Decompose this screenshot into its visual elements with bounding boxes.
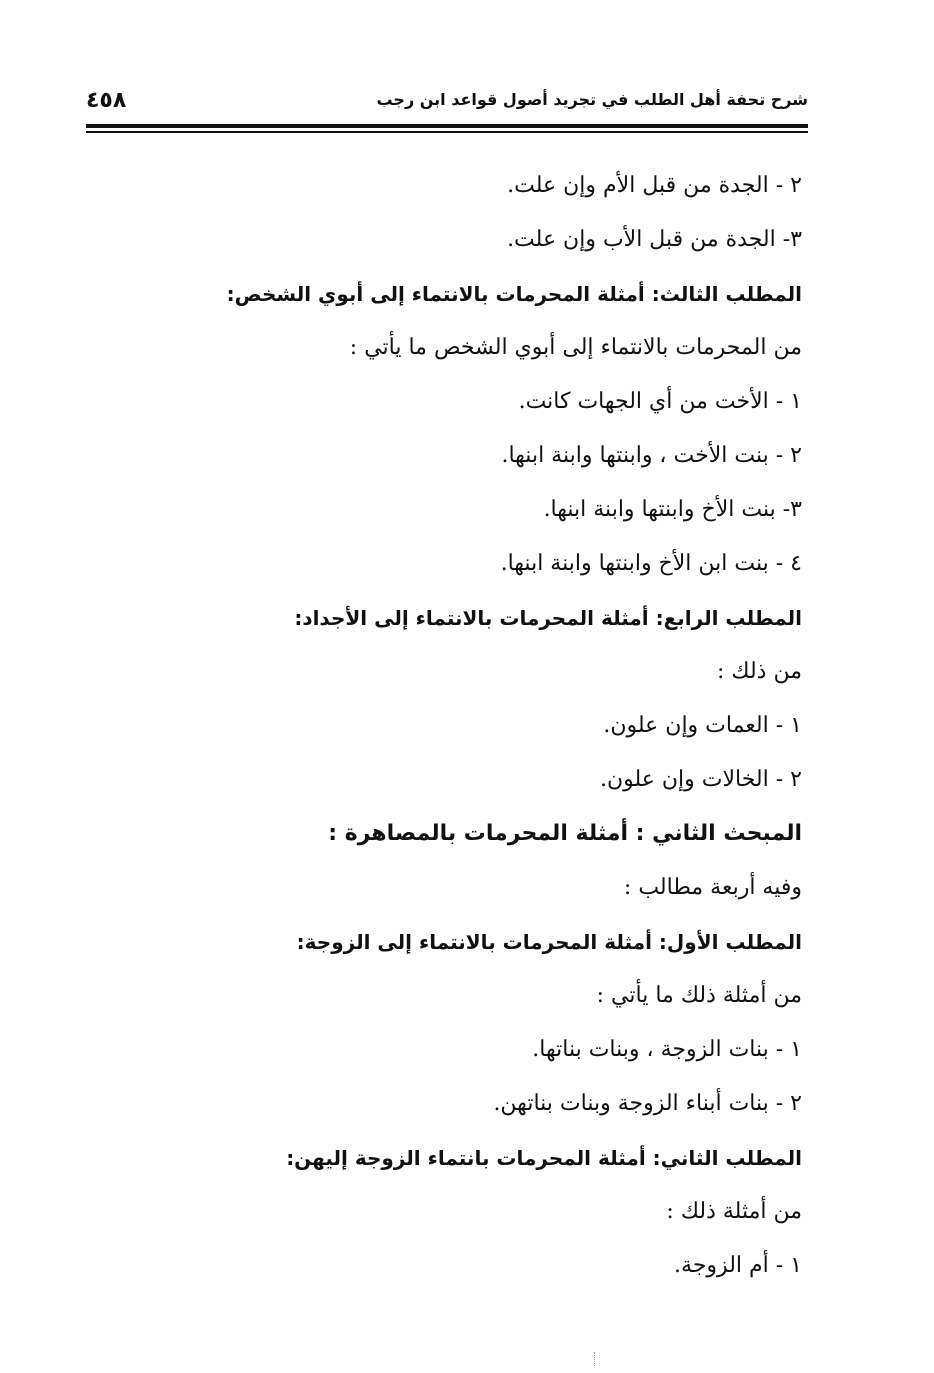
body-line: من أمثلة ذلك ما يأتي : [596,983,802,1008]
section-heading: المطلب الثاني: أمثلة المحرمات بانتماء الزوجة إليهن: [286,1146,802,1170]
body-line: ١ - الأخت من أي الجهات كانت. [518,389,802,414]
body-line: ٢ - بنات أبناء الزوجة وبنات بناتهن. [493,1091,802,1116]
section-heading: المبحث الثاني : أمثلة المحرمات بالمصاهرة : [328,821,802,846]
body-line: من أمثلة ذلك : [666,1199,802,1224]
body-line: ٣- بنت الأخ وابنتها وابنة ابنها. [543,497,802,522]
body-line: ٣- الجدة من قبل الأب وإن علت. [507,227,802,252]
section-heading: المطلب الثالث: أمثلة المحرمات بالانتماء إلى أبوي الشخص: [226,282,802,306]
body-line: ١ - أم الزوجة. [674,1253,802,1278]
scan-mark [594,1352,598,1366]
header-rule-thin [86,131,808,133]
body-line: ١ - بنات الزوجة ، وبنات بناتها. [532,1037,802,1062]
header-title: شرح تحفة أهل الطلب في تجريد أصول قواعد ابن رجب [376,90,808,109]
body-line: من ذلك : [717,659,802,684]
running-header [86,86,808,120]
body-line: ٢ - الخالات وإن علون. [599,767,802,792]
body-line: ٤ - بنت ابن الأخ وابنتها وابنة ابنها. [500,551,802,576]
section-heading: المطلب الأول: أمثلة المحرمات بالانتماء إلى الزوجة: [296,930,802,954]
body-line: ٢ - بنت الأخت ، وابنتها وابنة ابنها. [501,443,802,468]
body-line: من المحرمات بالانتماء إلى أبوي الشخص ما يأتي : [349,335,802,360]
header-rule-thick [86,124,808,128]
body-line: وفيه أربعة مطالب : [623,875,802,900]
body-line: ٢ - الجدة من قبل الأم وإن علت. [507,173,802,198]
page-body [122,166,802,1300]
section-heading: المطلب الرابع: أمثلة المحرمات بالانتماء إلى الأجداد: [294,606,802,630]
page-number: ٤٥٨ [86,88,127,113]
body-line: ١ - العمات وإن علون. [603,713,802,738]
